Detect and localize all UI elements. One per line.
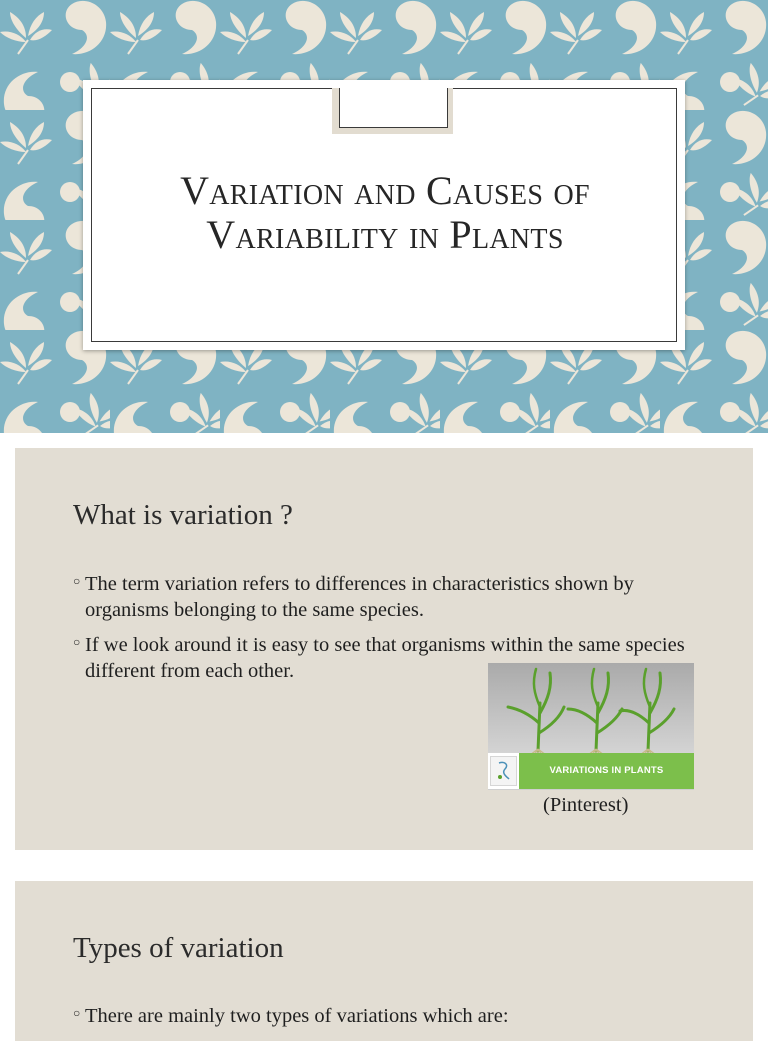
bullet-text: The term variation refers to differences in characteristics shown by organisms belonging to the same species. bbox=[85, 573, 634, 621]
bullet-item bbox=[73, 571, 705, 623]
image-caption: (Pinterest) bbox=[543, 794, 629, 816]
plant-icon bbox=[488, 663, 694, 755]
ring-bullet-icon: ○ bbox=[73, 1006, 81, 1020]
title-frame bbox=[91, 88, 677, 342]
slide-what-is-variation bbox=[15, 448, 753, 850]
slide-types-of-variation bbox=[15, 881, 753, 1041]
title-slide bbox=[0, 0, 768, 433]
image-banner bbox=[488, 753, 694, 789]
title-tab bbox=[332, 88, 453, 134]
slide-heading: What is variation ? bbox=[73, 499, 293, 531]
ring-bullet-icon: ○ bbox=[73, 635, 81, 649]
title-card bbox=[83, 80, 685, 350]
title-tab-inner bbox=[339, 88, 448, 128]
ring-bullet-icon: ○ bbox=[73, 574, 81, 588]
variations-in-plants-image bbox=[488, 663, 694, 790]
image-banner-label: VARIATIONS IN PLANTS bbox=[519, 753, 694, 789]
logo-icon bbox=[490, 756, 517, 786]
slide-title: Variation and Causes of Variability in Plants bbox=[180, 168, 590, 257]
bullet-text: If we look around it is easy to see that organisms within the same species different from each other. bbox=[85, 634, 685, 682]
bullet-item bbox=[73, 1003, 705, 1029]
slide-heading: Types of variation bbox=[73, 932, 284, 964]
bullet-text: There are mainly two types of variations which are: bbox=[85, 1005, 509, 1027]
